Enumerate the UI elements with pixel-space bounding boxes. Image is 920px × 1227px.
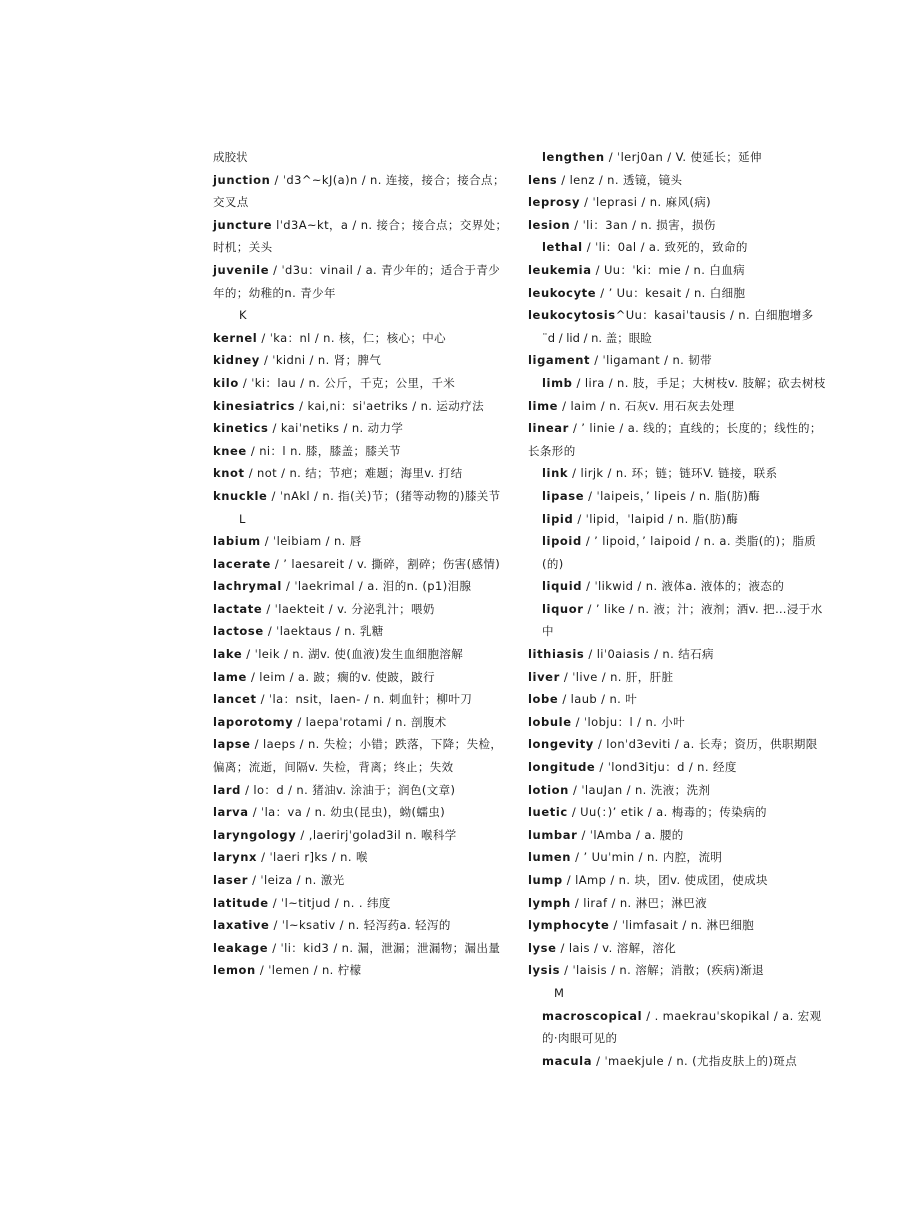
headword: lobule [528,714,572,729]
entry-definition: / ˈli：kid3 / n. 漏，泄漏；泄漏物；漏出量 [268,940,501,955]
headword: larynx [213,850,258,865]
entry-definition: / lirjk / n. 环；链；链环V. 链接，联系 [568,466,778,481]
headword: lesion [528,217,571,232]
headword: knot [213,466,245,481]
headword: lime [528,398,559,413]
entry-definition: / ˈlauJan / n. 洗液；洗剂 [568,782,711,797]
headword: longevity [528,737,594,752]
dictionary-entry [213,598,509,621]
entry-definition: / lais / v. 溶解，溶化 [556,940,677,955]
entry-definition: / ˈli：3an / n. 损害，损伤 [570,217,716,232]
dictionary-entry [213,417,509,440]
headword: lame [213,669,247,684]
headword: lengthen [542,150,605,164]
headword: laser [213,873,249,887]
dictionary-entry [528,869,830,892]
entry-definition: / ’ linie / a. 线的；直线的；长度的；线性的；长条形的 [528,421,822,458]
entry-definition: / ˈlobju：l / n. 小叶 [571,714,686,729]
headword: luetic [528,805,568,820]
entry-definition: / ˈligamant / n. 韧带 [590,353,713,368]
headword: lancet [213,692,257,707]
dictionary-entry [528,666,830,689]
dictionary-entry [213,914,509,937]
entry-definition: / ˈd3^~kJ(a)n / n. 连接，接合；接合点；交叉点 [213,172,505,210]
headword: lumbar [528,827,578,842]
dictionary-entry [528,575,830,598]
entry-definition: / ˈkidni / n. 肾；脾气 [259,353,382,368]
dictionary-entry [528,959,830,982]
headword: liquid [542,579,583,594]
dictionary-entry [528,779,830,802]
dictionary-entry [528,756,830,779]
headword: lymph [528,895,571,910]
entry-definition: / liˈ0aiasis / n. 结石病 [584,647,714,662]
entry-definition: / laepaˈrotami / n. 剖腹术 [293,714,447,729]
dictionary-entry [528,824,830,847]
entry-definition: / lAmp / n. 块，团v. 使成团，使成块 [562,873,768,887]
headword: laxative [213,918,270,933]
dictionary-entry [528,169,830,192]
dictionary-entry [528,892,830,915]
dictionary-entry [528,259,830,282]
entry-definition: / ’ Uu：kesait / n. 白细胞 [596,285,746,300]
entry-definition: / liraf / n. 淋巴；淋巴液 [570,895,708,910]
dictionary-entry [528,236,830,259]
headword: lens [528,172,558,187]
headword: macroscopical [542,1008,643,1023]
section-letter: M [554,985,564,1000]
headword: linear [528,421,569,436]
headword: laryngology [213,827,297,842]
headword: junction [213,172,271,187]
entry-definition: / kaiˈnetiks / n. 动力学 [268,421,404,436]
entry-definition: / ˈla：va / n. 幼虫(昆虫)，蚴(蠕虫) [248,805,446,820]
dictionary-entry [528,914,830,937]
dictionary-entry [528,349,830,372]
entry-definition: / ˈli：0al / a. 致死的，致命的 [582,240,748,255]
entry-definition: / ni：l n. 膝，膝盖；膝关节 [246,443,402,458]
dictionary-entry [213,869,509,892]
entry-definition: / Uu(：)’ etik / a. 梅毒的；传染病的 [567,805,767,820]
entry-definition: / ˈlemen / n. 柠檬 [255,963,362,978]
dictionary-entry [528,801,830,824]
headword: lard [213,782,242,797]
entry-definition: / ˈl~ksativ / n. 轻泻药a. 轻泻的 [269,918,451,933]
dictionary-entry [528,508,830,531]
entry-definition: / ˈmaekjule / n. (尤指皮肤上的)斑点 [592,1053,798,1068]
headword: lachrymal [213,579,282,594]
entry-definition: / kai,ni：siˈaetriks / n. 运动疗法 [295,398,484,413]
dictionary-entry [528,395,830,418]
entry-definition: / ˈlAmba / a. 腰的 [577,827,684,842]
headword: knuckle [213,488,268,503]
entry-definition: / ˈl~titjud / n. . 纬度 [268,895,391,910]
dictionary-entry [213,214,509,259]
dictionary-entry [528,643,830,666]
dictionary-entry [213,485,509,508]
dictionary-entry [213,846,509,869]
entry-definition: / ˈlaeri r]ks / n. 喉 [257,850,368,865]
entry-definition: / ,laerirjˈgolad3il n. 喉科学 [296,827,457,842]
headword: larva [213,805,249,820]
headword: link [542,466,569,481]
headword: knee [213,443,247,458]
entry-definition: / ˈka：nl / n. 核，仁；核心；中心 [257,330,447,345]
section-letter: K [239,308,247,323]
dictionary-entry [528,282,830,305]
headword: lapse [213,737,251,752]
dictionary-entry [528,937,830,960]
headword: leprosy [528,195,581,210]
entry-definition: / ˈd3u：vinail / a. 青少年的；适合于青少年的；幼稚的n. 青少年 [213,262,501,300]
dictionary-entry [528,530,830,575]
headword: liquor [542,601,584,616]
entry-definition: / ’ lipoid，’ laipoid / n. a. 类脂(的)；脂质(的) [542,534,817,571]
dictionary-entry [528,214,830,237]
headword: kilo [213,375,239,390]
headword: lumen [528,850,572,865]
dictionary-entry [213,372,509,395]
entry-definition: / lonˈd3eviti / a. 长寿；资历，供职期限 [593,737,818,752]
dictionary-entry [528,191,830,214]
dictionary-entry [213,553,509,576]
dictionary-entry [213,801,509,824]
dictionary-entry [528,1005,830,1050]
dictionary-entry [213,575,509,598]
dictionary-entry [213,937,509,960]
dictionary-entry [213,440,509,463]
headword: liver [528,669,560,684]
entry-definition: / leim / a. 跛；瘸的v. 使跛，跛行 [246,669,436,684]
dictionary-entry [213,530,509,553]
headword: lotion [528,782,569,797]
entry-definition: / ˈlaisis / n. 溶解；消散；(疾病)渐退 [560,963,764,978]
headword: lymphocyte [528,918,610,933]
headword: lake [213,647,243,662]
headword: lactate [213,601,263,616]
headword: ligament [528,353,591,368]
dictionary-entry [528,688,830,711]
entry-definition: / ˈlikwid / n. 液体a. 液体的；液态的 [582,579,785,594]
entry-definition: / not / n. 结；节疤；难题；海里v. 打结 [244,466,463,481]
entry-definition: / ˈlaekteit / v. 分泌乳汁；喂奶 [262,601,435,616]
entry-definition: / laub / n. 叶 [558,692,638,707]
dictionary-entry [213,620,509,643]
entry-definition: / ˈlaekrimal / a. 泪的n. (p1)泪腺 [281,579,472,594]
entry-definition: / ˈla：nsit，laen- / n. 刺血针；柳叶刀 [256,692,473,707]
entry-definition: / ˈlive / n. 肝，肝脏 [559,669,674,684]
dictionary-entry [213,462,509,485]
dictionary-entry [528,462,830,485]
dictionary-entry [213,395,509,418]
headword: lipoid [542,534,582,549]
dictionary-entry [213,169,509,214]
right-column [528,146,830,1072]
section-letter: L [239,511,246,526]
headword: longitude [528,760,596,775]
entry-definition: / ˈleiza / n. 激光 [248,873,345,887]
headword: kidney [213,353,260,368]
headword: lysis [528,963,561,978]
headword: lemon [213,963,256,978]
headword: juncture [213,217,273,232]
entry-definition: / lo：d / n. 猪油v. 涂油于；润色(文章) [241,782,456,797]
left-column [213,146,509,982]
dictionary-entry [213,711,509,734]
entry-definition: / lenz / n. 透镜，镜头 [557,172,683,187]
headword: labium [213,534,261,549]
headword: leukocyte [528,285,597,300]
dictionary-entry [213,959,509,982]
dictionary-entry [528,417,830,462]
dictionary-entry [213,327,509,350]
entry-definition: / laeps / n. 失检；小错；跌落，下降；失检，偏离；流逝，间隔v. 失检，背离；终止；失效 [213,737,503,775]
headword: kinesiatrics [213,398,296,413]
dictionary-entry [528,146,830,169]
headword: leukocytosis [528,308,616,323]
headword: lyse [528,940,557,955]
entry-definition: / lira / n. 肢，手足；大树枝v. 肢解；砍去树枝 [572,375,826,390]
dictionary-entry [213,349,509,372]
dictionary-entry [528,304,830,327]
entry-definition: / Uu：ˈki：mie / n. 白血病 [591,262,746,277]
entry-definition: ^Uu：kasaiˈtausis / n. 白细胞增多 [615,308,814,323]
dictionary-entry [528,485,830,508]
entry-definition: / ˈlaektaus / n. 乳糖 [263,624,384,639]
dictionary-entry [213,666,509,689]
dictionary-entry [213,733,509,778]
headword: lump [528,873,563,887]
dictionary-entry [213,259,509,304]
headword: lacerate [213,556,271,571]
dictionary-entry [213,688,509,711]
dictionary-entry [528,733,830,756]
entry-definition: / ˈnAkl / n. 指(关)节；(猪等动物的)膝关节 [267,488,501,503]
entry-continuation: ¨d / lid / n. 盖；眼睑 [542,330,652,345]
headword: lactose [213,624,264,639]
entry-definition: / ˈlond3itju：d / n. 经度 [595,760,737,775]
entry-definition: / ’ Uuˈmin / n. 内腔，流明 [571,850,723,865]
headword: latitude [213,895,269,910]
entry-definition: / ˈleibiam / n. 唇 [260,534,362,549]
entry-definition: / ’ like / n. 液；汁；液剂；酒v. 把…浸于水中 [542,601,823,639]
headword: leakage [213,940,269,955]
headword: lipid [542,511,574,526]
headword: juvenile [213,262,270,277]
headword: lithiasis [528,647,585,662]
headword: macula [542,1053,593,1068]
headword: laporotomy [213,714,294,729]
dictionary-entry [213,643,509,666]
dictionary-entry [213,779,509,802]
dictionary-entry [528,598,830,643]
entry-continuation: 成胶状 [213,150,248,164]
headword: lethal [542,240,583,255]
headword: lipase [542,488,585,503]
dictionary-entry [213,824,509,847]
entry-definition: / ’ laesareit / v. 撕碎，割碎；伤害(感情) [270,556,501,571]
dictionary-entry [528,711,830,734]
entry-definition: / ˈlipid，ˈlaipid / n. 脂(肪)酶 [573,511,739,526]
dictionary-entry [528,1050,830,1073]
entry-definition: / ˈki：lau / n. 公斤，千克；公里，千米 [238,375,456,390]
entry-definition: lˈd3A~kt，a / n. 接合；接合点；交界处；时机；关头 [213,217,508,255]
entry-definition: / ˈleprasi / n. 麻风(病) [580,195,712,210]
entry-definition: / ˈlimfasait / n. 淋巴细胞 [609,918,755,933]
headword: kinetics [213,421,269,436]
dictionary-entry [528,372,830,395]
entry-definition: / ˈlaipeis，’ lipeis / n. 脂(肪)酶 [584,488,761,503]
dictionary-entry [213,892,509,915]
headword: leukemia [528,262,592,277]
entry-definition: / . maekrauˈskopikal / a. 宏观的·肉眼可见的 [542,1008,822,1046]
headword: lobe [528,692,559,707]
dictionary-entry [528,846,830,869]
headword: limb [542,375,573,390]
entry-definition: / laim / n. 石灰v. 用石灰去处理 [558,398,735,413]
entry-definition: / ˈlerj0an / V. 使延长；延伸 [604,150,762,164]
headword: kernel [213,330,258,345]
entry-definition: / ˈleik / n. 湖v. 使(血液)发生血细胞溶解 [242,647,464,662]
